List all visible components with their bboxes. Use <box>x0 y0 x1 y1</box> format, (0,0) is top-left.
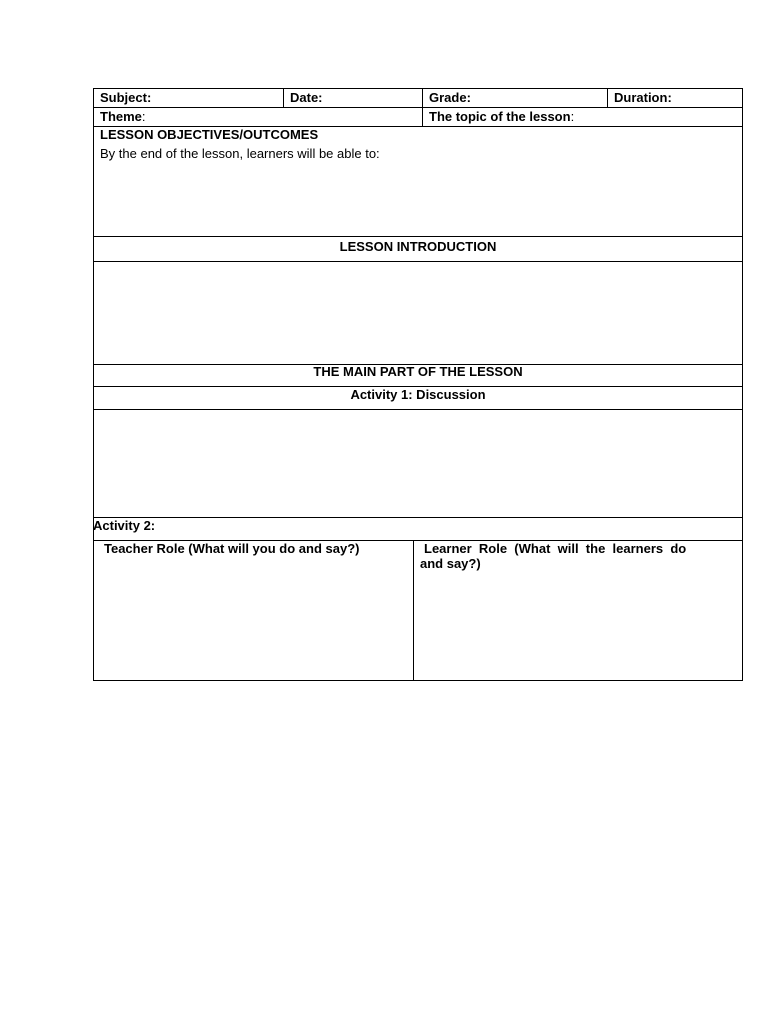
activity1-heading: Activity 1: Discussion <box>350 387 486 402</box>
topic-field <box>429 109 574 125</box>
col-divider-grade-duration <box>607 88 608 108</box>
grade-label: Grade: <box>429 90 471 105</box>
teacher-role-label: Teacher Role (What will you do and say?) <box>104 541 360 556</box>
col-divider-roles <box>413 540 414 681</box>
duration-label: Duration: <box>614 90 672 105</box>
objectives-heading: LESSON OBJECTIVES/OUTCOMES <box>100 127 319 142</box>
col-divider-date-grade <box>422 88 423 127</box>
theme-colon: : <box>141 109 146 124</box>
subject-label: Subject: <box>100 90 152 105</box>
objectives-intro: By the end of the lesson, learners will be able to: <box>100 146 380 161</box>
date-label: Date: <box>290 90 323 105</box>
table-border-bottom <box>93 680 743 681</box>
theme-label: Theme <box>100 109 142 124</box>
row-divider-objectives <box>93 236 743 237</box>
table-border-top <box>93 88 743 89</box>
row-divider-header <box>93 107 743 108</box>
activity2-heading: Activity 2: <box>93 518 156 533</box>
row-divider-activity1 <box>93 409 743 410</box>
col-divider-subject-date <box>283 88 284 108</box>
introduction-heading: LESSON INTRODUCTION <box>339 239 497 254</box>
table-border-left <box>93 88 94 681</box>
topic-label: The topic of the lesson <box>429 109 571 124</box>
learner-role-label-line2: and say?) <box>420 556 481 571</box>
row-divider-activity1-body <box>93 517 743 518</box>
learner-role-label-line1: Learner Role (What will the learners do <box>424 541 687 556</box>
row-divider-intro-heading <box>93 261 743 262</box>
topic-colon: : <box>570 109 575 124</box>
theme-field <box>100 109 146 125</box>
table-border-right <box>742 88 743 681</box>
main-part-heading: THE MAIN PART OF THE LESSON <box>313 364 523 379</box>
